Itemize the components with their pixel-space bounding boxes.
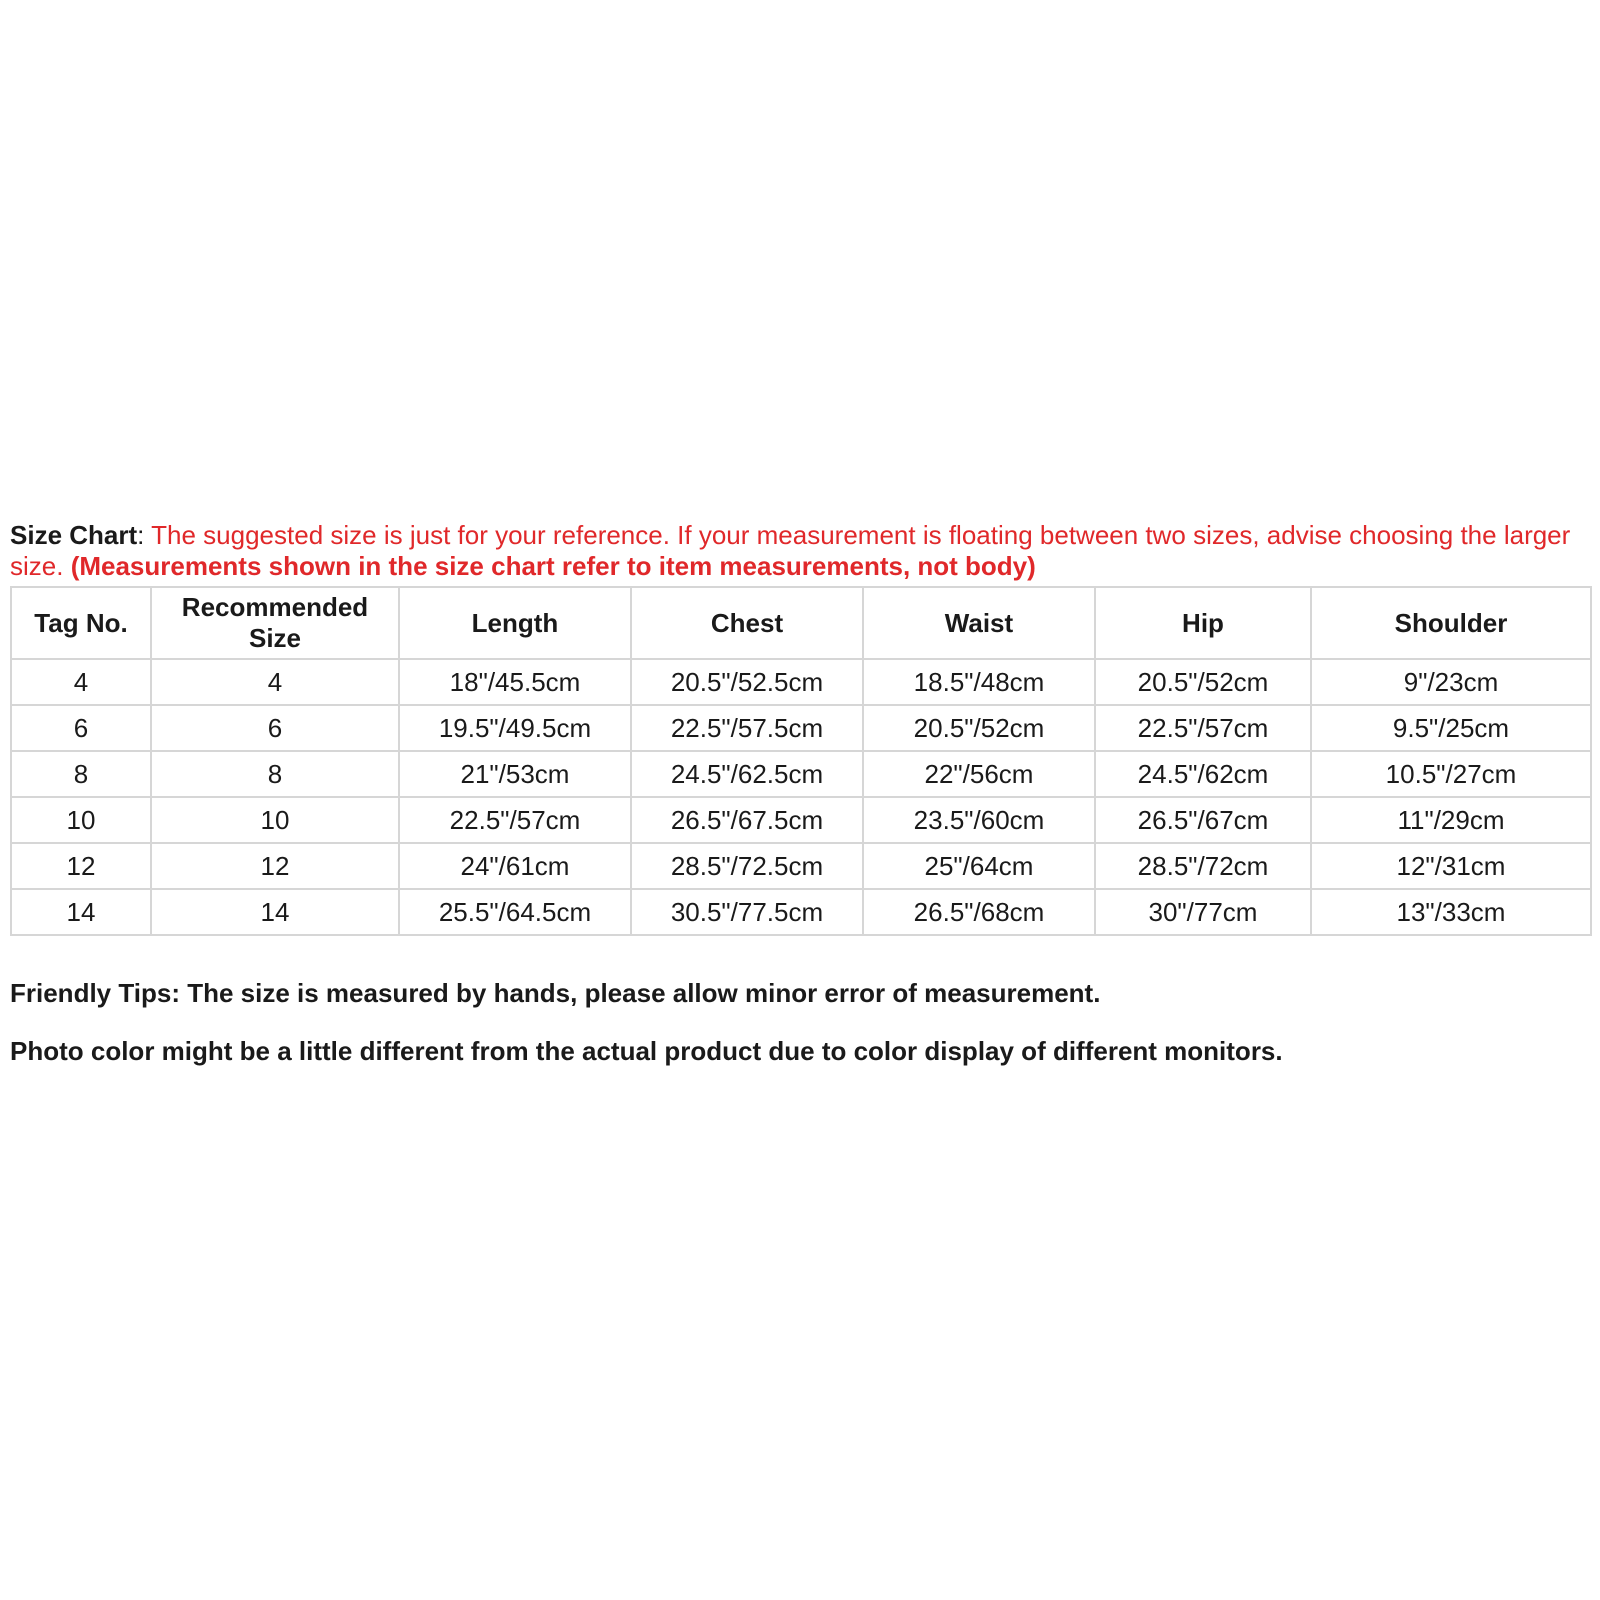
size-chart-sheet bbox=[10, 520, 1590, 1092]
cell-length: 21"/53cm bbox=[399, 751, 631, 797]
cell-shoulder: 9.5"/25cm bbox=[1311, 705, 1591, 751]
cell-waist: 25"/64cm bbox=[863, 843, 1095, 889]
cell-waist: 22"/56cm bbox=[863, 751, 1095, 797]
table-body bbox=[11, 659, 1591, 935]
cell-chest: 30.5"/77.5cm bbox=[631, 889, 863, 935]
cell-chest: 24.5"/62.5cm bbox=[631, 751, 863, 797]
table-header-row bbox=[11, 587, 1591, 659]
cell-recommended-size: 6 bbox=[151, 705, 399, 751]
cell-hip: 30"/77cm bbox=[1095, 889, 1311, 935]
friendly-tips bbox=[10, 976, 1590, 1068]
size-table bbox=[10, 586, 1592, 936]
cell-hip: 28.5"/72cm bbox=[1095, 843, 1311, 889]
cell-length: 18"/45.5cm bbox=[399, 659, 631, 705]
cell-shoulder: 11"/29cm bbox=[1311, 797, 1591, 843]
cell-shoulder: 9"/23cm bbox=[1311, 659, 1591, 705]
size-chart-title-separator: : bbox=[137, 520, 145, 550]
cell-recommended-size: 14 bbox=[151, 889, 399, 935]
size-chart-intro bbox=[10, 520, 1590, 582]
cell-waist: 18.5"/48cm bbox=[863, 659, 1095, 705]
measurement-disclaimer: (Measurements shown in the size chart refer to item measurements, not body) bbox=[70, 551, 1036, 581]
cell-tag-no: 10 bbox=[11, 797, 151, 843]
cell-length: 25.5"/64.5cm bbox=[399, 889, 631, 935]
cell-tag-no: 12 bbox=[11, 843, 151, 889]
cell-length: 24"/61cm bbox=[399, 843, 631, 889]
header-hip: Hip bbox=[1095, 587, 1311, 659]
cell-chest: 22.5"/57.5cm bbox=[631, 705, 863, 751]
cell-tag-no: 6 bbox=[11, 705, 151, 751]
table-row bbox=[11, 659, 1591, 705]
header-tag-no: Tag No. bbox=[11, 587, 151, 659]
cell-chest: 28.5"/72.5cm bbox=[631, 843, 863, 889]
cell-chest: 20.5"/52.5cm bbox=[631, 659, 863, 705]
size-chart-title: Size Chart bbox=[10, 520, 138, 550]
cell-recommended-size: 10 bbox=[151, 797, 399, 843]
header-chest: Chest bbox=[631, 587, 863, 659]
cell-length: 22.5"/57cm bbox=[399, 797, 631, 843]
cell-hip: 20.5"/52cm bbox=[1095, 659, 1311, 705]
cell-shoulder: 12"/31cm bbox=[1311, 843, 1591, 889]
table-row bbox=[11, 705, 1591, 751]
cell-waist: 26.5"/68cm bbox=[863, 889, 1095, 935]
table-row bbox=[11, 751, 1591, 797]
table-row bbox=[11, 797, 1591, 843]
cell-recommended-size: 4 bbox=[151, 659, 399, 705]
cell-tag-no: 8 bbox=[11, 751, 151, 797]
table-row bbox=[11, 889, 1591, 935]
cell-waist: 20.5"/52cm bbox=[863, 705, 1095, 751]
cell-shoulder: 13"/33cm bbox=[1311, 889, 1591, 935]
cell-hip: 24.5"/62cm bbox=[1095, 751, 1311, 797]
cell-chest: 26.5"/67.5cm bbox=[631, 797, 863, 843]
table-row bbox=[11, 843, 1591, 889]
cell-hip: 26.5"/67cm bbox=[1095, 797, 1311, 843]
tip-photo-color: Photo color might be a little different from the actual product due to color display of different monitors. bbox=[10, 1036, 1283, 1066]
cell-shoulder: 10.5"/27cm bbox=[1311, 751, 1591, 797]
tip-measurement-error: Friendly Tips: The size is measured by hands, please allow minor error of measurement. bbox=[10, 978, 1101, 1008]
cell-length: 19.5"/49.5cm bbox=[399, 705, 631, 751]
cell-recommended-size: 12 bbox=[151, 843, 399, 889]
cell-waist: 23.5"/60cm bbox=[863, 797, 1095, 843]
cell-hip: 22.5"/57cm bbox=[1095, 705, 1311, 751]
cell-tag-no: 4 bbox=[11, 659, 151, 705]
header-recommended-size: Recommended Size bbox=[151, 587, 399, 659]
size-advice-note: The suggested size is just for your reference. If your measurement is floating between two sizes, advise choosing the larger size. bbox=[10, 520, 1571, 581]
header-waist: Waist bbox=[863, 587, 1095, 659]
cell-recommended-size: 8 bbox=[151, 751, 399, 797]
cell-tag-no: 14 bbox=[11, 889, 151, 935]
header-shoulder: Shoulder bbox=[1311, 587, 1591, 659]
header-length: Length bbox=[399, 587, 631, 659]
